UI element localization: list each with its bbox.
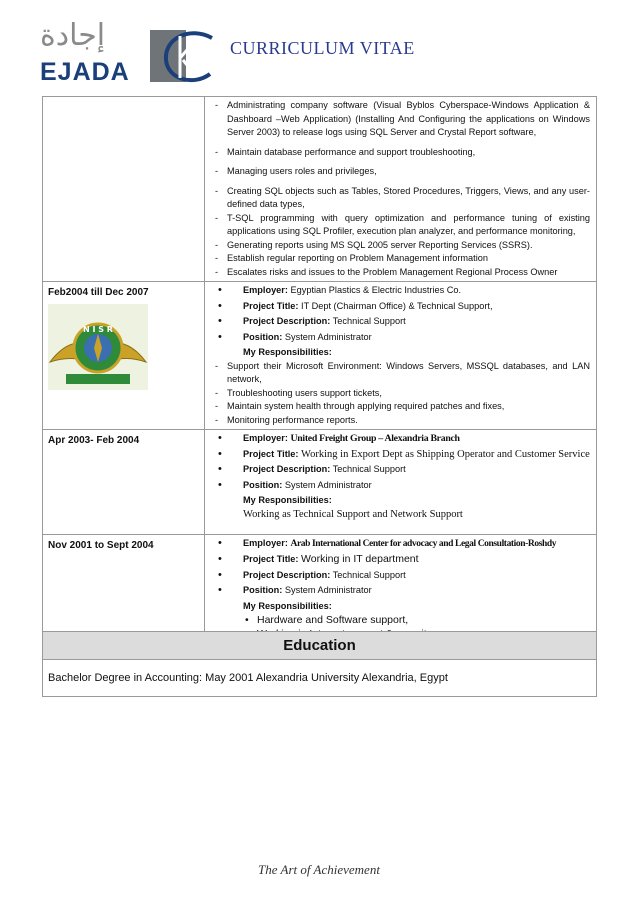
list-item: [215, 463, 590, 477]
project-description-label: Project Description:: [243, 464, 331, 474]
table-row: [43, 534, 597, 644]
duties-list: [215, 99, 590, 279]
table-row: [43, 632, 597, 660]
position-value: System Administrator: [284, 479, 372, 490]
employer-value: United Freight Group – Alexandria Branch: [290, 433, 460, 444]
list-item: [215, 300, 590, 314]
logo-english-text: EJADA: [40, 58, 130, 86]
list-item: - Administrating company software (Visual Byblos Cyberspace-Windows Application & Dashboard –Web Application) (Installing And Configuring the applications on Windows Server 2003) to release logs using SQL Server and Crystal Report software,: [215, 99, 590, 140]
job-date: Nov 2001 to Sept 2004: [48, 539, 154, 551]
list-item: - Escalates risks and issues to the Problem Management Regional Process Owner: [215, 266, 590, 280]
list-item: [215, 584, 590, 598]
position-label: Position:: [243, 331, 283, 342]
table-row: [43, 97, 597, 282]
page-title: CURRICULUM VITAE: [230, 38, 415, 58]
project-title-label: Project Title:: [243, 554, 299, 564]
list-item: - Establish regular reporting on Problem Management information: [215, 252, 590, 266]
employer-value: Egyptian Plastics & Electric Industries Co.: [290, 285, 462, 295]
job-details-cell: [205, 534, 597, 644]
education-entry: Bachelor Degree in Accounting: May 2001 Alexandria University Alexandria, Egypt: [43, 660, 597, 697]
table-row: [43, 660, 597, 697]
ejada-logo: [36, 18, 132, 86]
list-item: [215, 569, 590, 583]
responsibilities-text: Working as Technical Support and Network Support: [243, 508, 463, 520]
experience-table: [42, 96, 597, 644]
position-label: Position:: [243, 479, 283, 490]
responsibilities-label: My Responsibilities:: [243, 347, 332, 357]
logo-arabic-text: إجادة: [40, 18, 106, 53]
list-item: [215, 537, 590, 552]
list-item: [215, 553, 590, 567]
responsibilities-label: My Responsibilities:: [243, 600, 332, 611]
list-item: - T-SQL programming with query optimization and performance tuning of existing applications using SQL Profiler, execution plan analyzer, and performance monitoring,: [215, 212, 590, 239]
job-details-cell: [205, 282, 597, 430]
table-row: [43, 282, 597, 430]
employer-value: Arab International Center for advocacy and Legal Consultation-Roshdy: [290, 538, 557, 549]
job-date-cell: [43, 282, 205, 430]
list-item: - Troubleshooting users support tickets,: [215, 387, 590, 401]
nisr-logo-icon: [48, 304, 148, 390]
job-date: Feb2004 till Dec 2007: [48, 287, 149, 298]
project-description-value: Technical Support: [332, 569, 406, 580]
job-details-list: [215, 432, 590, 492]
project-description-value: Technical Support: [332, 464, 406, 474]
employer-label: Employer:: [243, 285, 288, 295]
education-table: [42, 631, 597, 697]
list-item: [215, 284, 590, 298]
responsibilities-label: My Responsibilities:: [243, 495, 332, 505]
project-title-value: Working in Export Dept as Shipping Operator and Customer Service: [301, 448, 590, 460]
responsibilities-list: [215, 360, 590, 428]
list-item: - Managing users roles and privileges,: [215, 165, 590, 179]
list-item: [215, 331, 590, 345]
project-title-label: Project Title:: [243, 448, 299, 459]
job-date-cell: [43, 534, 205, 644]
list-item: • Hardware and Software support,: [243, 613, 590, 627]
list-item: - Monitoring performance reports.: [215, 414, 590, 428]
list-item: - Maintain database performance and support troubleshooting,: [215, 146, 590, 160]
table-row: [43, 430, 597, 535]
duties-cell: [205, 97, 597, 282]
project-description-label: Project Description:: [243, 316, 331, 326]
list-item: - Support their Microsoft Environment: Windows Servers, MSSQL databases, and LAN network,: [215, 360, 590, 387]
list-item: [215, 432, 590, 446]
list-item: - Maintain system health through applying required patches and fixes,: [215, 400, 590, 414]
position-value: System Administrator: [284, 585, 372, 595]
list-item: [215, 315, 590, 329]
footer-tagline: The Art of Achievement: [258, 862, 380, 877]
page-header: [0, 0, 638, 96]
employer-label: Employer:: [243, 537, 288, 548]
project-description-value: Technical Support: [332, 316, 406, 326]
list-item: [215, 448, 590, 462]
employer-label: Employer:: [243, 433, 288, 443]
job-date-cell: [43, 430, 205, 535]
job-details-list: [215, 537, 590, 598]
project-description-label: Project Description:: [243, 569, 331, 580]
list-item: [215, 479, 590, 493]
list-item: - Generating reports using MS SQL 2005 server Reporting Services (SSRS).: [215, 239, 590, 253]
project-title-label: Project Title:: [243, 300, 299, 311]
job-details-cell: [205, 430, 597, 535]
nisr-logo-text: N I S R: [83, 325, 113, 334]
education-heading: Education: [43, 632, 597, 660]
job-date: Apr 2003- Feb 2004: [48, 435, 140, 446]
date-cell-empty: [43, 97, 205, 282]
job-details-list: [215, 284, 590, 344]
position-value: System Administrator: [284, 331, 372, 342]
project-title-value: IT Dept (Chairman Office) & Technical Support,: [301, 300, 493, 311]
list-item: - Creating SQL objects such as Tables, Stored Procedures, Triggers, Views, and any user-defined data types,: [215, 185, 590, 212]
ejada-emblem-icon: [150, 28, 218, 86]
project-title-value: Working in IT department: [301, 553, 419, 565]
position-label: Position:: [243, 585, 283, 595]
